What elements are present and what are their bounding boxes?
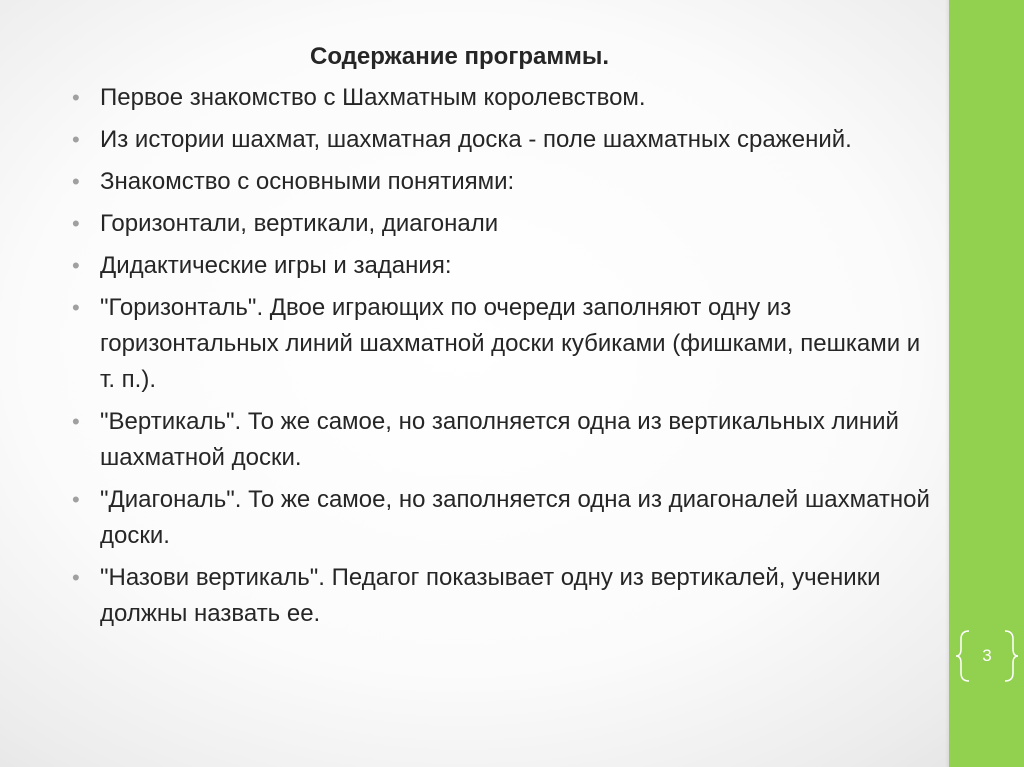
list-item [72,164,932,200]
slide-title: Содержание программы. [310,43,610,70]
page-number-badge [955,627,1019,685]
list-item [72,290,932,398]
bullet-icon: • [72,127,80,152]
bullet-icon: • [72,253,80,278]
list-item [72,122,932,158]
list-item-text: "Вертикаль". То же самое, но заполняется одна из вертикальных линий шахматной доски. [100,408,899,471]
bullet-icon: • [72,487,80,512]
list-item-text: "Назови вертикаль". Педагог показывает одну из вертикалей, ученики должны назвать ее. [100,564,881,627]
bullet-icon: • [72,565,80,590]
bullet-icon: • [72,295,80,320]
list-item [72,248,932,284]
list-item-text: "Горизонталь". Двое играющих по очереди заполняют одну из горизонтальных линий шахматной доски кубиками (фишками, пешками и т. п.). [100,294,921,393]
list-item [72,206,932,242]
list-item-text: Из истории шахмат, шахматная доска - поле шахматных сражений. [100,126,852,153]
list-item-text: "Диагональ". То же самое, но заполняется одна из диагоналей шахматной доски. [100,486,930,549]
page-number: 3 [982,646,992,665]
list-item [72,80,932,116]
list-item [72,404,932,476]
list-item-text: Дидактические игры и задания: [100,252,452,279]
bullet-icon: • [72,409,80,434]
list-item-text: Первое знакомство с Шахматным королевством. [100,84,646,111]
bullet-icon: • [72,211,80,236]
slide-content [72,40,932,638]
bullet-list [72,80,932,632]
list-item-text: Знакомство с основными понятиями: [100,168,515,195]
bullet-icon: • [72,85,80,110]
list-item-text: Горизонтали, вертикали, диагонали [100,210,499,237]
list-item [72,482,932,554]
list-item [72,560,932,632]
bullet-icon: • [72,169,80,194]
